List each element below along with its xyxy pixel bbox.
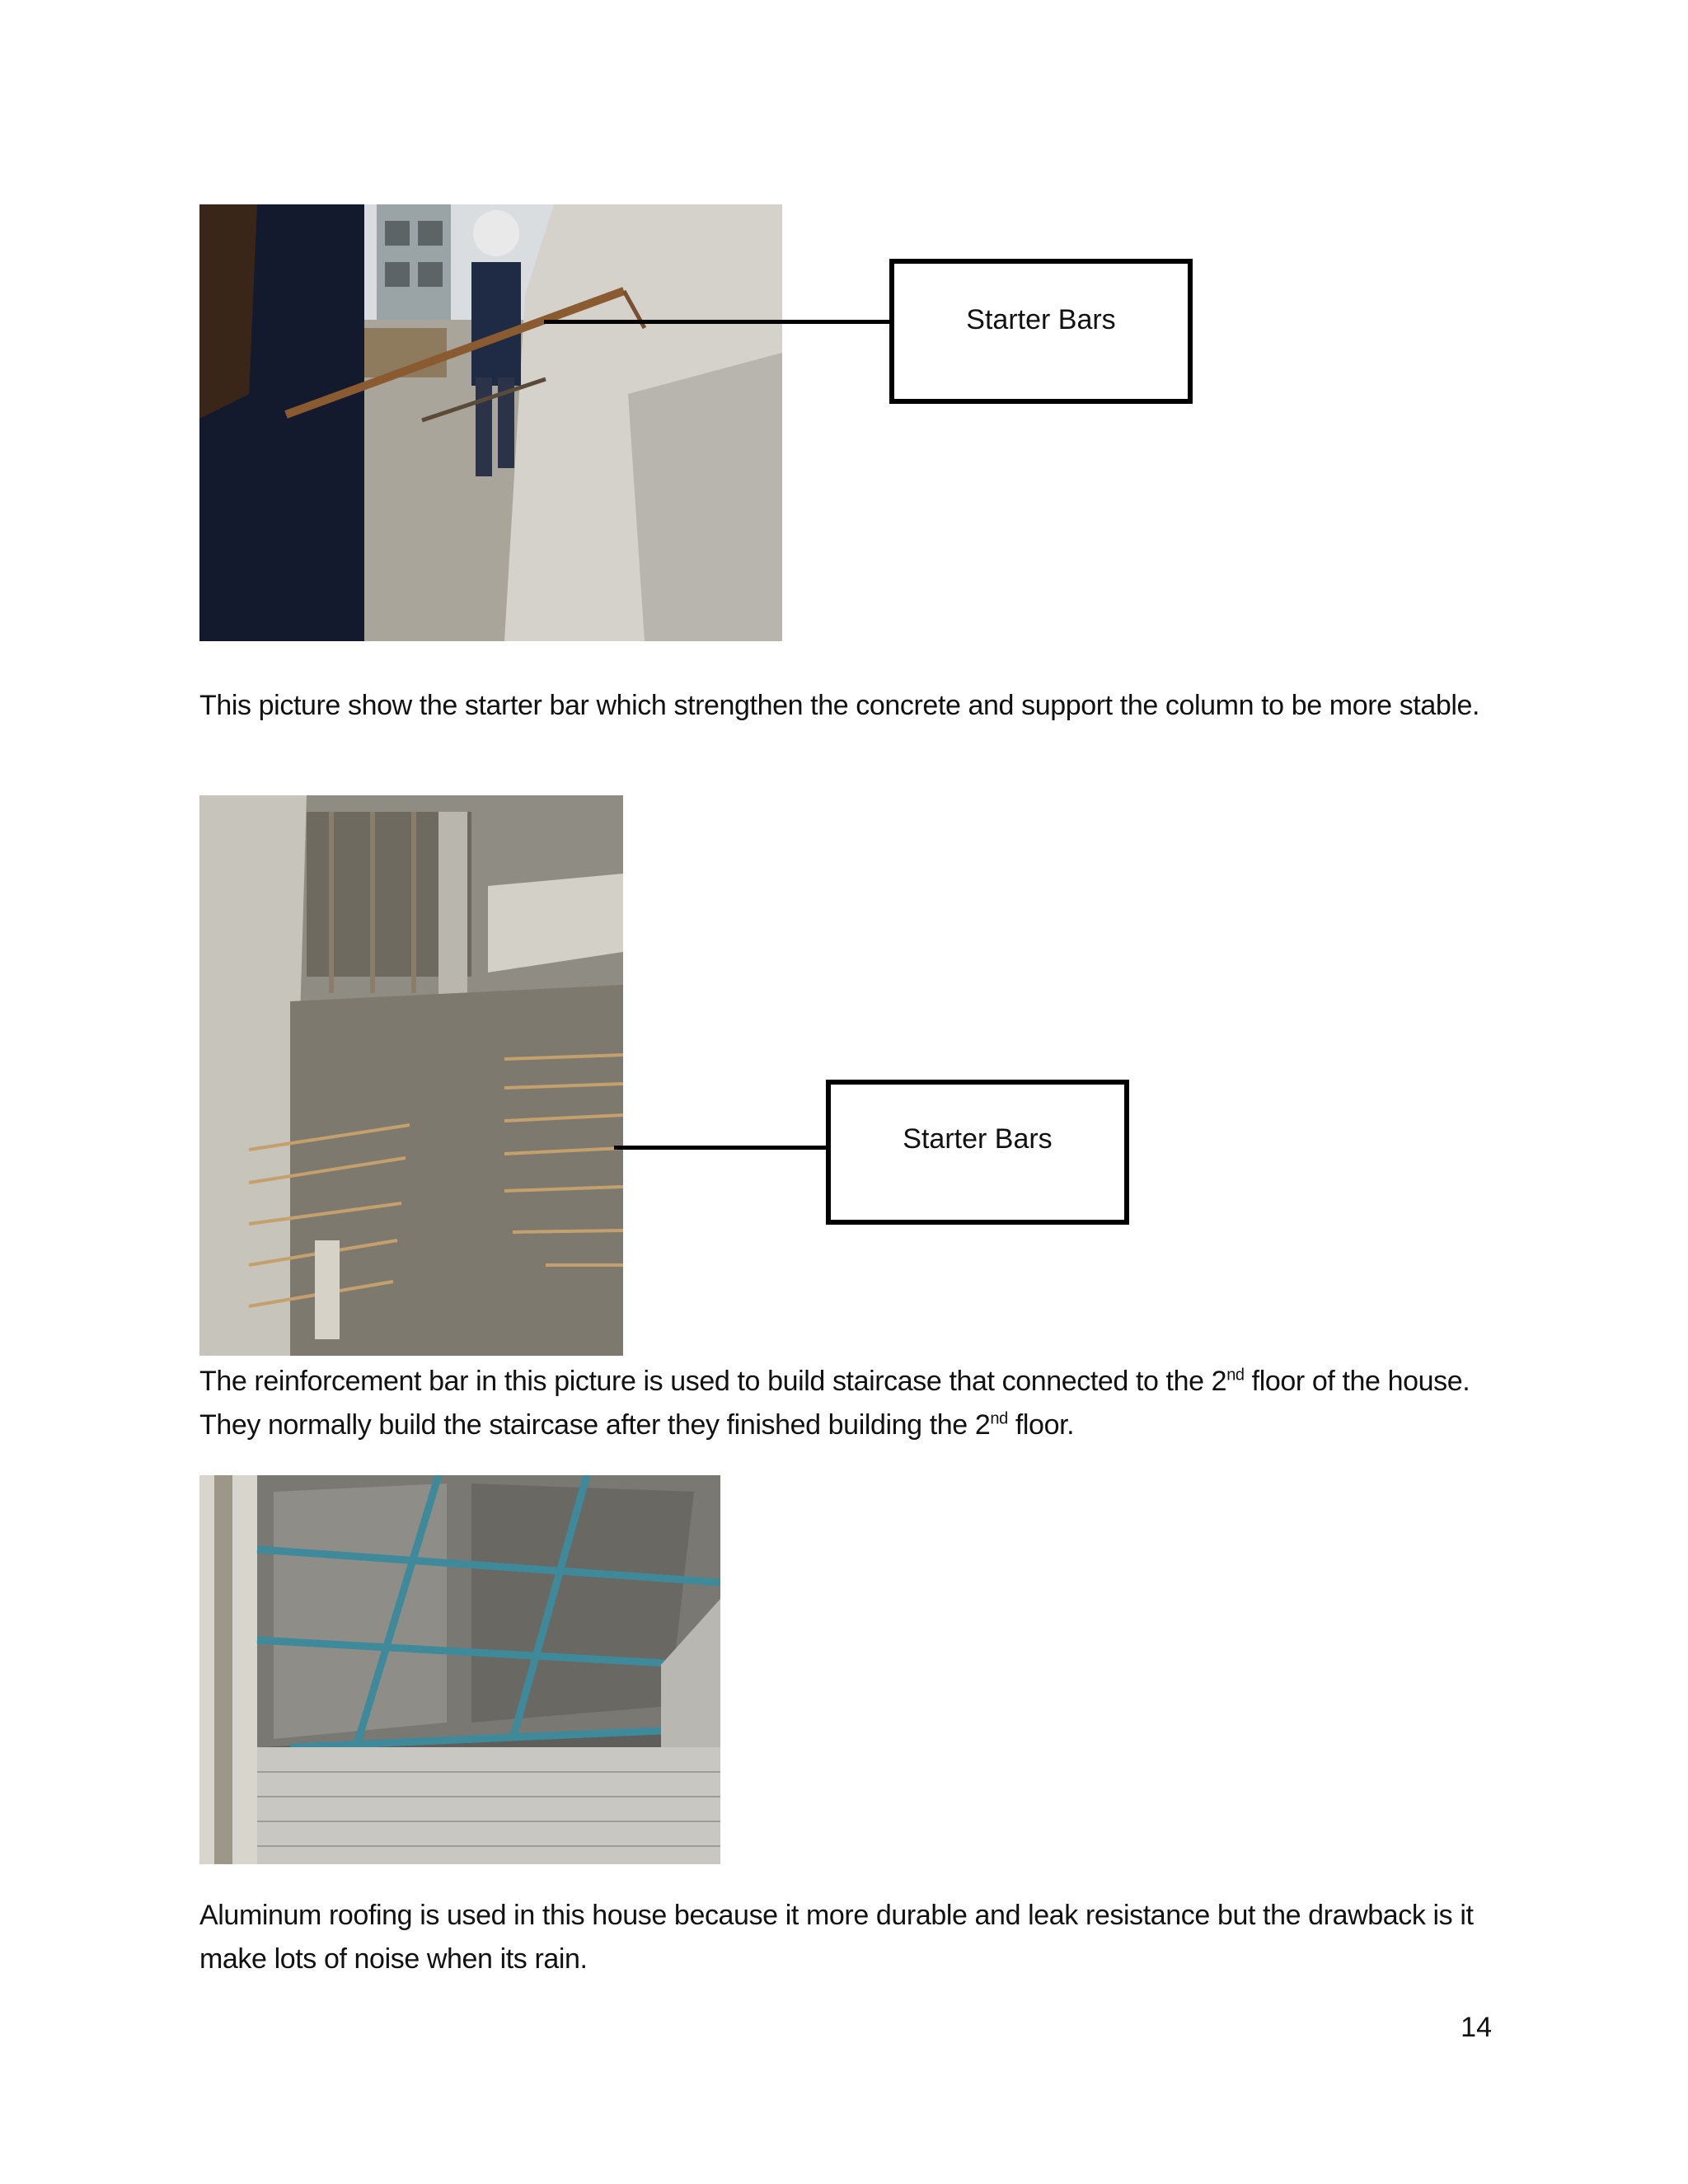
- caption-staircase-reinforcement: [199, 1360, 1502, 1447]
- caption-staircase-text-2: floor of the house. They normally build the staircase after they finished building the 2: [199, 1366, 1470, 1441]
- callout-leader-line-1: [544, 320, 890, 324]
- page-number: 14: [1461, 2012, 1492, 2043]
- caption-staircase-sup-2: nd: [990, 1409, 1008, 1428]
- callout-box-starter-bars-2: [826, 1080, 1129, 1225]
- caption-aluminum-roofing: Aluminum roofing is used in this house because it more durable and leak resistance but the drawback is it make lots of noise when its rain.: [199, 1900, 1474, 1975]
- caption-staircase-text-3: floor.: [1007, 1409, 1075, 1441]
- caption-staircase-sup-1: nd: [1226, 1366, 1245, 1385]
- caption-staircase-text-1: The reinforcement bar in this picture is used to build staircase that connected to the 2: [199, 1366, 1227, 1397]
- callout-label-1: Starter Bars: [966, 304, 1116, 335]
- starter-bars-column-photo: [199, 204, 782, 641]
- callout-label-2: Starter Bars: [903, 1123, 1053, 1155]
- callout-leader-line-2: [614, 1146, 828, 1150]
- caption-starter-bars: This picture show the starter bar which strengthen the concrete and support the column to be more stable.: [199, 690, 1480, 721]
- callout-box-starter-bars-1: [889, 259, 1193, 404]
- aluminum-roofing-photo: [199, 1475, 720, 1864]
- staircase-starter-bars-photo: [199, 795, 623, 1356]
